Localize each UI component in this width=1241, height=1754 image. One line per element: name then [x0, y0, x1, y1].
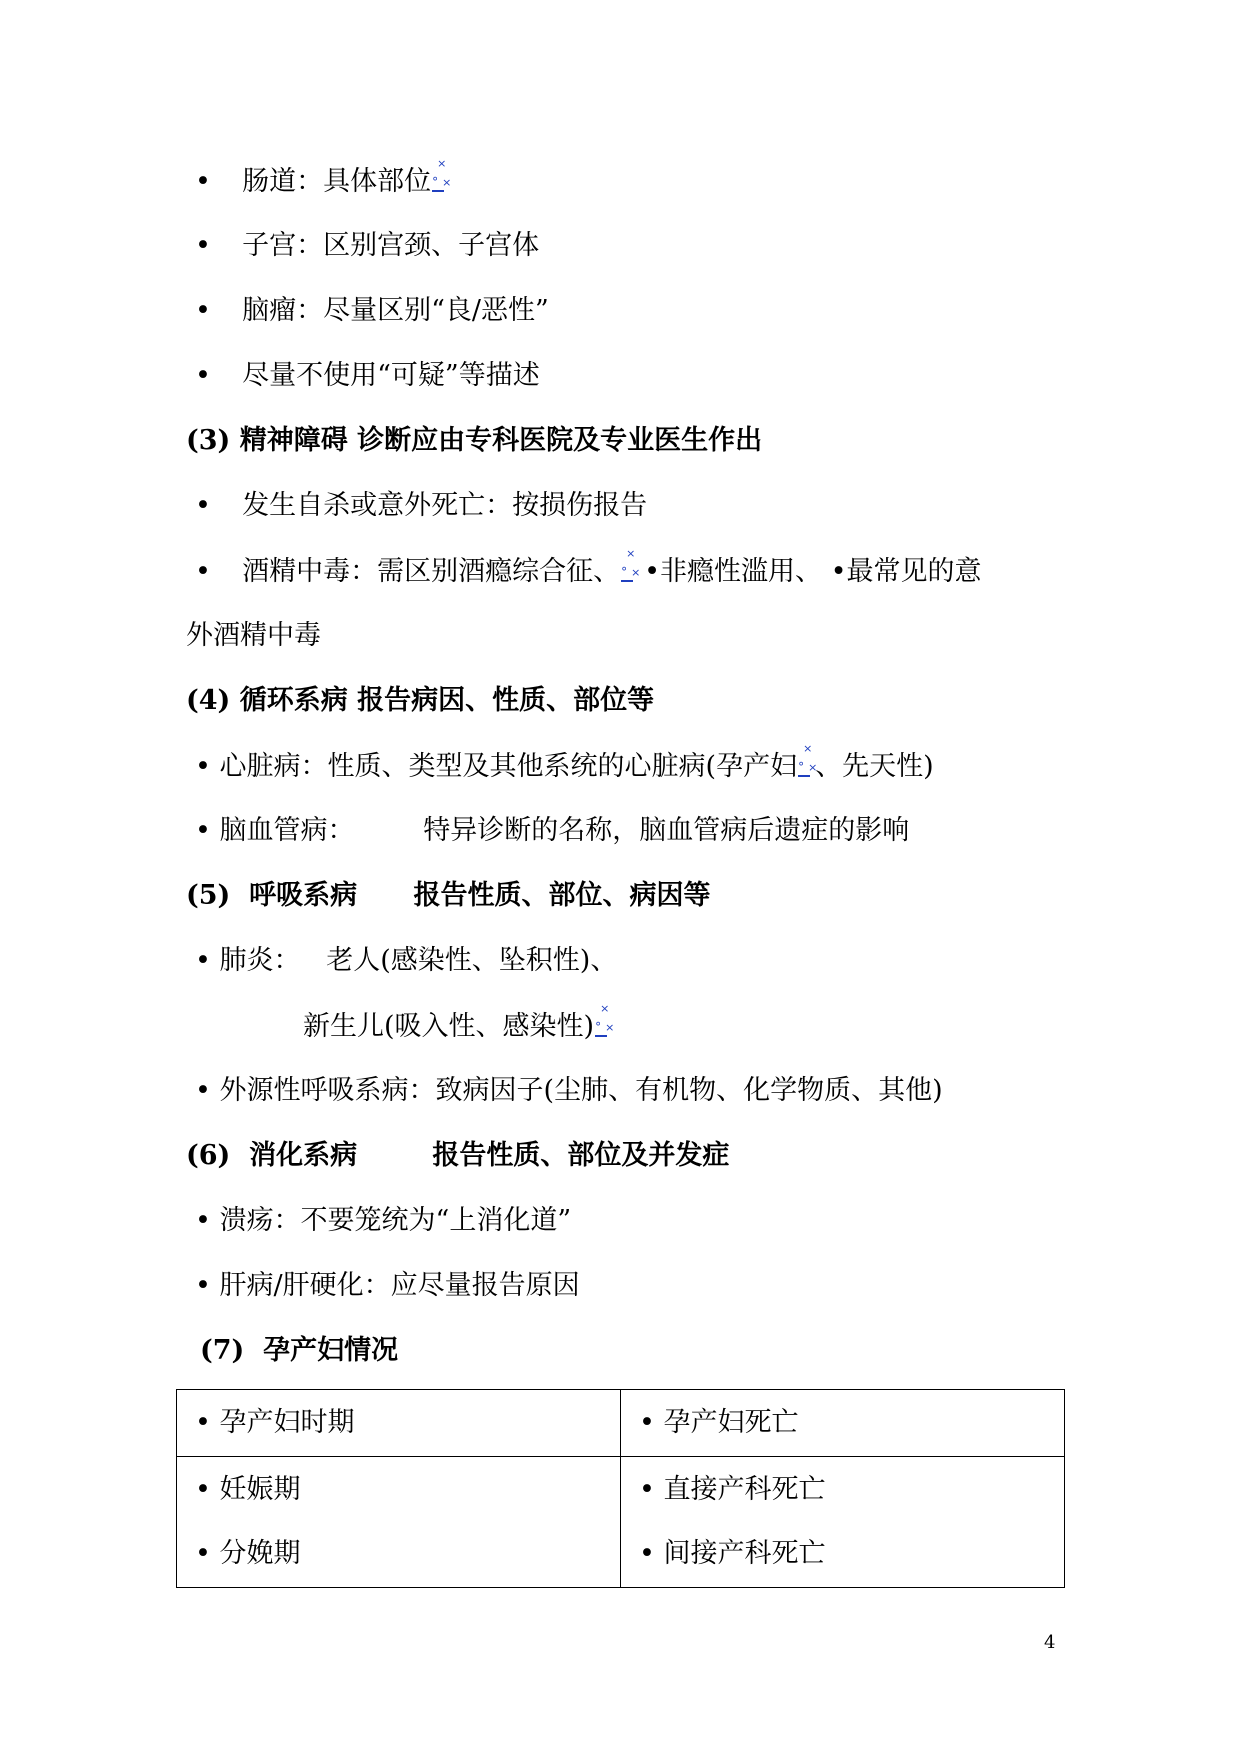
table-cell-line: • 妊娠期 [195, 1474, 301, 1505]
list-item [195, 359, 540, 393]
bullet: • [195, 166, 211, 197]
list-item-text: 酒精中毒：需区别酒瘾综合征、 [242, 556, 621, 587]
edit-mark-icon[interactable]: ° × × [595, 1009, 611, 1035]
list-item-text: 肝病/肝硬化：应尽量报告原因 [219, 1270, 580, 1301]
list-item [195, 742, 934, 784]
table-header-cell: • 孕产妇死亡 [639, 1407, 799, 1438]
table-row [177, 1457, 1065, 1588]
bullet: • [195, 295, 211, 326]
list-item-text: 溃疡：不要笼统为“上消化道” [219, 1205, 572, 1236]
list-item-text: 新生儿(吸入性、感染性) [303, 1011, 595, 1042]
bullet: • [195, 1075, 211, 1106]
list-item [195, 944, 617, 978]
list-item-text: 肺炎： 老人(感染性、坠积性)、 [219, 945, 618, 976]
list-item-text: 肠道：具体部位 [242, 166, 432, 197]
list-item-text-cont: •非瘾性滥用、 •最常见的意 [644, 556, 982, 587]
list-item [195, 489, 647, 523]
table-cell [177, 1390, 621, 1457]
table-cell [621, 1390, 1065, 1457]
table-cell-line: • 分娩期 [195, 1538, 301, 1569]
table-cell-line: • 直接产科死亡 [639, 1474, 826, 1505]
list-item [195, 157, 452, 199]
list-item [195, 294, 549, 328]
list-item-text: 脑血管病： 特异诊断的名称，脑血管病后遗症的影响 [219, 815, 910, 846]
maternal-table [176, 1389, 1065, 1588]
list-item [195, 814, 909, 848]
bullet: • [195, 230, 211, 261]
bullet: • [195, 556, 211, 587]
bullet: • [195, 1205, 211, 1236]
list-item-text: 尽量不使用“可疑”等描述 [242, 360, 540, 391]
list-item [195, 547, 982, 589]
bullet: • [195, 490, 211, 521]
section-heading-5: (5) 呼吸系病 报告性质、部位、病因等 [186, 880, 711, 911]
table-cell [621, 1457, 1065, 1588]
list-item [195, 229, 539, 263]
table-row [177, 1390, 1065, 1457]
edit-mark-icon[interactable]: ° × × [432, 164, 448, 190]
list-item-text: 外源性呼吸系病：致病因子(尘肺、有机物、化学物质、其他) [219, 1075, 943, 1106]
section-heading-6: (6) 消化系病 报告性质、部位及并发症 [186, 1140, 730, 1171]
list-item [195, 1204, 571, 1238]
edit-mark-icon[interactable]: ° × × [621, 554, 637, 580]
list-item [195, 1074, 943, 1108]
section-heading-3: (3) 精神障碍 诊断应由专科医院及专业医生作出 [186, 425, 763, 456]
bullet: • [195, 815, 211, 846]
edit-mark-icon[interactable]: ° × × [798, 749, 814, 775]
list-item-text: 脑瘤：尽量区别“良/恶性” [242, 295, 549, 326]
list-item-continuation [303, 1002, 615, 1044]
bullet: • [195, 945, 211, 976]
list-item-continuation: 外酒精中毒 [186, 620, 321, 651]
list-item-text: 子宫：区别宫颈、子宫体 [242, 230, 540, 261]
bullet: • [195, 751, 211, 782]
table-cell [177, 1457, 621, 1588]
table-header-cell: • 孕产妇时期 [195, 1407, 355, 1438]
page-number: 4 [1044, 1632, 1056, 1653]
list-item-text: 发生自杀或意外死亡：按损伤报告 [242, 490, 648, 521]
section-heading-7: (7) 孕产妇情况 [200, 1335, 399, 1366]
table-cell-line: • 间接产科死亡 [639, 1538, 826, 1569]
bullet: • [195, 1270, 211, 1301]
list-item-text-cont: 、先天性) [815, 751, 934, 782]
list-item [195, 1269, 580, 1303]
section-heading-4: (4) 循环系病 报告病因、性质、部位等 [186, 685, 655, 716]
list-item-text: 心脏病：性质、类型及其他系统的心脏病(孕产妇 [219, 751, 798, 782]
bullet: • [195, 360, 211, 391]
